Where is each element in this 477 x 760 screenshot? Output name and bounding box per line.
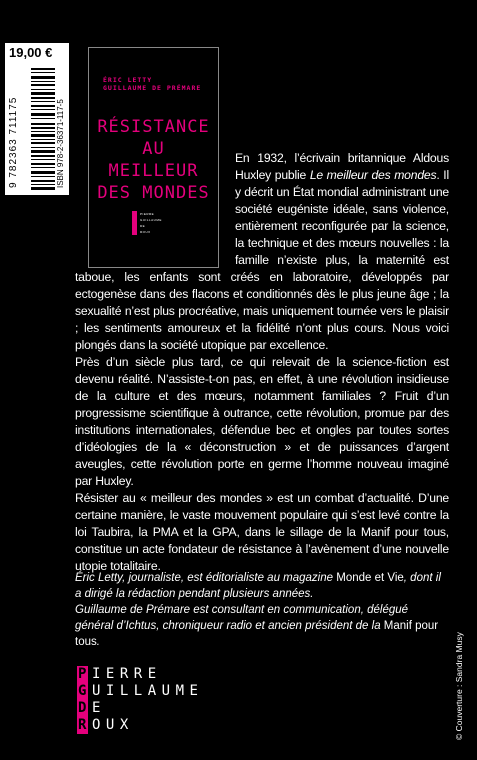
thumbnail-logo-line-3: DE [140, 224, 146, 228]
thumbnail-logo-line-2: GUILLAUME [140, 218, 162, 222]
thumbnail-title-line-1: RÉSISTANCE [97, 117, 210, 137]
bio-1-magazine: Monde et Vie [336, 572, 404, 584]
price-barcode-box [5, 43, 69, 195]
publisher-row-3-rest: E [92, 700, 106, 716]
blurb-p1-book-title: Le meilleur des mondes [309, 168, 437, 182]
bio-guillaume-de-premare [75, 602, 449, 650]
publisher-row-4-rest: OUX [92, 717, 134, 733]
price-label: 19,00 € [9, 45, 53, 60]
thumbnail-authors [103, 76, 201, 92]
barcode-digits: 9 782363 711175 [8, 96, 19, 188]
bio-2-start: Guillaume de Prémare est consultant en communication, délégué général d’Ichtus, chroniqueur radio et ancien président de la [75, 604, 409, 632]
publisher-row-4-initial: R [78, 717, 87, 733]
isbn-label: ISBN 978-2-36371-117-5 [56, 99, 65, 188]
thumbnail-title-line-2: AU MEILLEUR [108, 139, 199, 181]
publisher-row-1-initial: P [78, 666, 87, 682]
thumbnail-logo-line-1: PIERRE [140, 212, 155, 216]
blurb-paragraph-2: Près d’un siècle plus tard, ce qui relevait de la science-fiction est devenu réalité. N’assiste-t-on pas, en effet, à une révolution insidieuse de la culture et des mœurs, notamment familiales ? Fruit d’un progressisme scientifique à outrance, cette révolution, promue par des institutions internationales, défendue bec et ongles par toutes sortes d’idéologies de la « déconstruction » et de puissances d’argent aveugles, cette révolution porte en germe l’homme nouveau imaginé par Huxley. [75, 355, 449, 488]
publisher-row-2-initial: G [78, 683, 87, 699]
bio-1-start: Éric Letty, journaliste, est éditorialiste au magazine [75, 572, 337, 584]
publisher-row-2-rest: UILLAUME [92, 683, 204, 699]
cover-credit: © Couverture : Sandra Musy [454, 632, 464, 740]
barcode-image [31, 68, 55, 190]
bio-2-movement: Manif pour tous [75, 620, 439, 648]
publisher-row-3-initial: D [78, 700, 87, 716]
thumbnail-author-1: ÉRIC LETTY [103, 76, 153, 84]
bio-eric-letty [75, 570, 449, 602]
thumbnail-title-line-3: DES MONDES [97, 183, 210, 203]
blurb-paragraph-3: Résister au « meilleur des mondes » est un combat d’actualité. D’une certaine manière, le vaste mouvement populaire qui s’est levé contre la loi Taubira, la PMA et la GPA, dans le sillage de la Manif pour tous, constitue un acte fondateur de résistance à l’avènement d’une nouvelle utopie totalitaire. [75, 491, 449, 573]
author-bios [75, 570, 449, 650]
blurb-p1-start: En 1932, l’écrivain britannique Aldous Huxley publie [235, 151, 449, 182]
blurb-p1-end: . Il y décrit un État mondial administrant une société eugéniste idéale, sans violence, entièrement reconfigurée par la science, la technique et des mœurs nouvelles : la famille n’existe plus, la maternité est taboue, les enfants sont créés en laboratoire, développés par ectogenèse dans des flacons et conditionnés dès le plus jeune âge ; la sexualité n’est plus procréative, mais uniquement tournée vers le plaisir ; les sentiments amoureux et la fidélité n’ont plus cours. Nous voici plongés dans la société utopique par excellence. [75, 168, 449, 352]
thumbnail-logo-line-4: ROUX [140, 230, 151, 234]
bio-2-end: . [96, 636, 100, 648]
blurb-paragraph-1 [75, 150, 449, 354]
publisher-row-1-rest: IERRE [92, 666, 162, 682]
blurb-text [75, 150, 449, 575]
thumbnail-author-2: GUILLAUME DE PRÉMARE [103, 84, 202, 92]
bio-1-end: , dont il a dirigé la rédaction pendant plusieurs années. [75, 572, 441, 600]
